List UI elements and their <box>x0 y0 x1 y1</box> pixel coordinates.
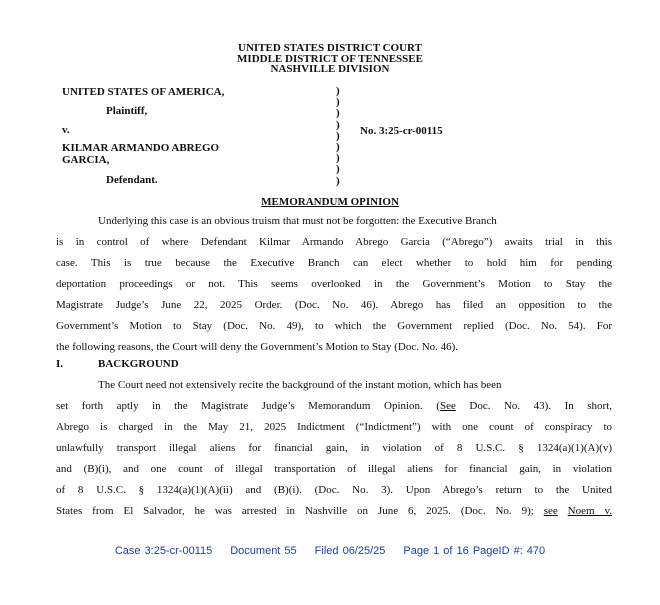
footer-case: Case 3:25-cr-00115 <box>114 545 213 557</box>
text-run: States from El Salvador, he was arrested in Nashville on June 6, 2025. (Doc. No. 9); <box>56 505 544 517</box>
see-signal: See <box>439 400 456 412</box>
body-line: Abrego is charged in the May 21, 2025 Indictment (“Indictment”) with one count of conspiracy to <box>56 421 612 433</box>
court-line-3: NASHVILLE DIVISION <box>270 63 390 75</box>
court-header <box>0 43 660 75</box>
paren: ) <box>336 163 340 176</box>
body-line: Underlying this case is an obvious truism that must not be forgotten: the Executive Branch <box>98 215 497 227</box>
footer-document: Document 55 <box>230 545 297 557</box>
paren: ) <box>336 152 340 165</box>
body-line: Government’s Motion to Stay (Doc. No. 49), to which the Government replied (Doc. No. 54). For <box>56 320 612 332</box>
memorandum-title: MEMORANDUM OPINION <box>261 196 399 208</box>
body-line: and (B)(i), and one count of illegal transportation of illegal aliens for financial gain, in violation <box>56 463 612 475</box>
footer-filed: Filed 06/25/25 <box>314 545 386 557</box>
text-run <box>558 505 568 517</box>
plaintiff-name: UNITED STATES OF AMERICA, <box>62 86 225 98</box>
footer-page: Page 1 of 16 PageID #: 470 <box>403 545 546 557</box>
text-run: Doc. No. 43). In short, <box>455 400 612 412</box>
body-line: case. This is true because the Executive Branch can elect whether to hold him for pending <box>56 257 612 269</box>
section-number: I. <box>56 358 64 370</box>
body-line <box>56 400 612 412</box>
body-line: is in control of where Defendant Kilmar Armando Abrego Garcia (“Abrego”) awaits trial in this <box>56 236 612 248</box>
body-line: unlawfully transport illegal aliens for financial gain, in violation of 8 U.S.C. § 1324(a)(1)(A)(v) <box>56 442 612 454</box>
body-line: deportation proceedings or not. This seems overlooked in the Government’s Motion to Stay the <box>56 278 612 290</box>
versus: v. <box>62 124 70 136</box>
body-line: the following reasons, the Court will deny the Government’s Motion to Stay (Doc. No. 46). <box>56 341 459 353</box>
body-line: The Court need not extensively recite the background of the instant motion, which has been <box>98 379 502 391</box>
defendant-name-2: GARCIA, <box>62 154 110 166</box>
defendant-role: Defendant. <box>106 174 158 186</box>
paren: ) <box>336 141 340 154</box>
body-line: Magistrate Judge’s June 22, 2025 Order. (Doc. No. 46). Abrego has filed an opposition to the <box>56 299 612 311</box>
body-line <box>56 505 612 517</box>
plaintiff-role: Plaintiff, <box>106 105 148 117</box>
paren: ) <box>336 129 340 142</box>
paren: ) <box>336 85 340 97</box>
filing-stamp <box>0 545 660 557</box>
paren: ) <box>336 96 340 109</box>
text-run: set forth aptly in the Magistrate Judge’s Memorandum Opinion. ( <box>56 400 440 412</box>
section-title: BACKGROUND <box>98 358 179 370</box>
court-line-2: MIDDLE DISTRICT OF TENNESSEE <box>237 52 423 65</box>
paren: ) <box>336 118 340 131</box>
caption-parens <box>336 86 340 187</box>
defendant-name-1: KILMAR ARMANDO ABREGO <box>62 142 220 154</box>
court-line-1: UNITED STATES DISTRICT COURT <box>238 42 422 54</box>
case-number: No. 3:25-cr-00115 <box>360 125 443 137</box>
paren: ) <box>336 174 340 187</box>
see-signal: see <box>543 505 558 517</box>
case-citation: Noem v. <box>567 505 612 517</box>
paren: ) <box>336 107 340 120</box>
body-line: of 8 U.S.C. § 1324(a)(1)(A)(ii) and (B)(i). (Doc. No. 3). Upon Abrego’s return to the United <box>56 484 612 496</box>
